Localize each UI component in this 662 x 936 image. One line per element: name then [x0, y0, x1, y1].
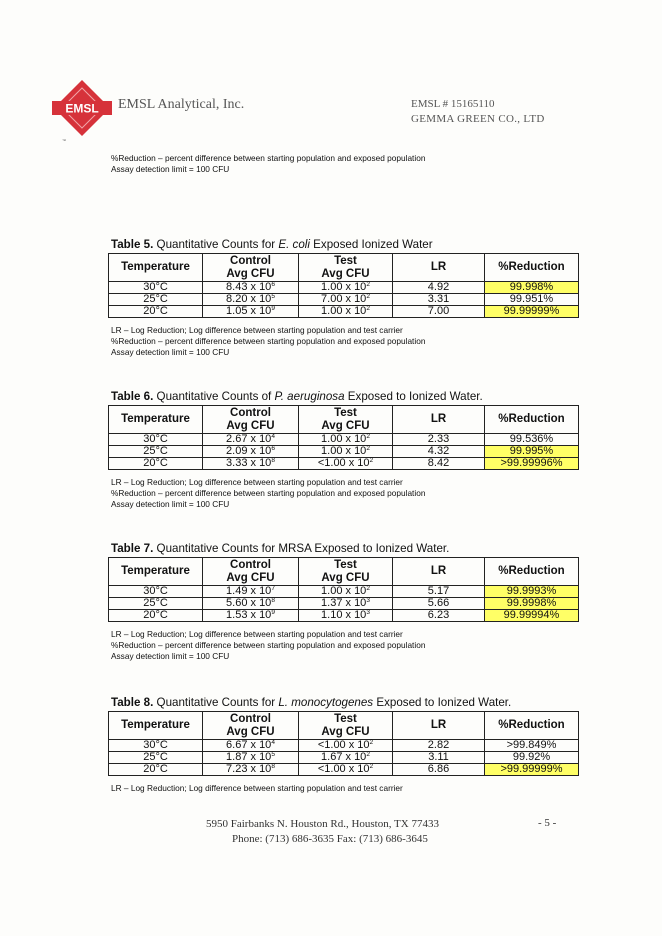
- cell-control-mantissa: 1.49 x 10: [226, 585, 272, 597]
- table-title-text: Quantitative Counts for: [156, 238, 276, 251]
- table-row: [109, 306, 579, 318]
- cell-test-mantissa: <1.00 x 10: [317, 457, 370, 469]
- cell-control-mantissa: 2.09 x 10: [226, 445, 272, 457]
- cell-test: [299, 306, 393, 318]
- cell-lr: 3.31: [393, 294, 485, 306]
- cell-test: [299, 764, 393, 776]
- cell-test-mantissa: 7.00 x 10: [321, 293, 367, 305]
- table-header-row: [109, 406, 579, 434]
- cell-test-exponent: 2: [366, 751, 370, 758]
- cell-control-exponent: 5: [271, 751, 275, 758]
- cell-control-mantissa: 1.05 x 10: [226, 305, 272, 317]
- cell-control: [203, 434, 299, 446]
- footer-phone: Phone: (713) 686-3635 Fax: (713) 686-3645: [232, 833, 428, 845]
- table-row: [109, 598, 579, 610]
- table-header-row: [109, 558, 579, 586]
- cell-lr: 4.32: [393, 446, 485, 458]
- company-name: EMSL Analytical, Inc.: [118, 97, 245, 112]
- cell-control-mantissa: 1.87 x 10: [226, 751, 272, 763]
- header-test-line2: Avg CFU: [321, 725, 370, 738]
- table-header-row: [109, 254, 579, 282]
- table-row: [109, 434, 579, 446]
- client-name: GEMMA GREEN CO., LTD: [411, 113, 545, 125]
- cell-test-exponent: 2: [366, 433, 370, 440]
- header-temperature: Temperature: [109, 254, 203, 282]
- header-test: [299, 558, 393, 586]
- cell-control-exponent: 7: [271, 585, 275, 592]
- header-control-line1: Control: [230, 406, 271, 419]
- table-row: [109, 282, 579, 294]
- table-row: [109, 294, 579, 306]
- emsl-reference-number: EMSL # 15165110: [411, 98, 495, 110]
- results-table: [108, 557, 579, 622]
- cell-lr: 6.86: [393, 764, 485, 776]
- cell-test-mantissa: 1.00 x 10: [321, 305, 367, 317]
- note-line: Assay detection limit = 100 CFU: [111, 347, 230, 357]
- cell-control-mantissa: 8.43 x 10: [226, 281, 272, 293]
- table-row: [109, 586, 579, 598]
- cell-test-exponent: 2: [366, 585, 370, 592]
- table-title-suffix: Exposed to Ionized Water.: [347, 390, 483, 403]
- results-table: [108, 405, 579, 470]
- cell-reduction: >99.99999%: [485, 764, 579, 776]
- cell-control-exponent: 8: [271, 763, 275, 770]
- note-line: Assay detection limit = 100 CFU: [111, 651, 230, 661]
- header-test: [299, 406, 393, 434]
- cell-control-exponent: 9: [271, 609, 275, 616]
- cell-control-mantissa: 2.67 x 10: [226, 433, 272, 445]
- cell-temperature: 20°C: [109, 306, 203, 318]
- table-title-organism: L. monocytogenes: [278, 696, 374, 709]
- table-notes: [111, 477, 425, 510]
- table-title-text: Quantitative Counts for: [156, 696, 276, 709]
- cell-control: [203, 610, 299, 622]
- footer-address: 5950 Fairbanks N. Houston Rd., Houston, TX 77433: [206, 818, 439, 830]
- cell-test-exponent: 2: [369, 763, 374, 770]
- cell-control-exponent: 4: [271, 433, 275, 440]
- cell-temperature: 20°C: [109, 458, 203, 470]
- cell-control-exponent: 8: [271, 597, 275, 604]
- header-test-line1: Test: [334, 712, 357, 725]
- table-title-organism: E. coli: [278, 238, 310, 251]
- cell-reduction: 99.9998%: [485, 598, 579, 610]
- cell-test-mantissa: 1.37 x 10: [321, 597, 367, 609]
- note-line: LR – Log Reduction; Log difference between starting population and test carrier: [111, 477, 403, 487]
- cell-lr: 3.11: [393, 752, 485, 764]
- header-lr: LR: [393, 406, 485, 434]
- cell-test: [299, 446, 393, 458]
- header-temperature: Temperature: [109, 406, 203, 434]
- cell-test: [299, 434, 393, 446]
- cell-temperature: 25°C: [109, 752, 203, 764]
- cell-control: [203, 294, 299, 306]
- top-notes: [111, 153, 425, 175]
- table-row: [109, 610, 579, 622]
- cell-test-exponent: 2: [366, 445, 370, 452]
- header-test: [299, 254, 393, 282]
- note-line: Assay detection limit = 100 CFU: [111, 164, 230, 174]
- cell-test-mantissa: 1.00 x 10: [321, 433, 367, 445]
- cell-reduction: 99.951%: [485, 294, 579, 306]
- cell-lr: 7.00: [393, 306, 485, 318]
- note-line: LR – Log Reduction; Log difference between starting population and test carrier: [111, 783, 403, 793]
- page-number: - 5 -: [538, 817, 557, 829]
- cell-test-mantissa: <1.00 x 10: [317, 739, 370, 751]
- cell-test-mantissa: 1.00 x 10: [321, 281, 367, 293]
- table-header-row: [109, 712, 579, 740]
- cell-temperature: 30°C: [109, 740, 203, 752]
- header-test-line1: Test: [334, 406, 357, 419]
- note-line: %Reduction – percent difference between starting population and exposed population: [111, 336, 426, 346]
- note-line: %Reduction – percent difference between starting population and exposed population: [111, 153, 426, 163]
- cell-control-mantissa: 7.23 x 10: [226, 763, 272, 775]
- header-control: [203, 254, 299, 282]
- cell-control-mantissa: 6.67 x 10: [226, 739, 272, 751]
- cell-control-exponent: 5: [271, 293, 275, 300]
- table-title-organism: P. aeruginosa: [274, 390, 345, 403]
- cell-temperature: 20°C: [109, 764, 203, 776]
- cell-temperature: 25°C: [109, 446, 203, 458]
- cell-test-mantissa: 1.67 x 10: [321, 751, 367, 763]
- cell-control-exponent: 6: [271, 281, 275, 288]
- cell-temperature: 30°C: [109, 282, 203, 294]
- cell-test-exponent: 3: [366, 609, 370, 616]
- header-test-line1: Test: [334, 254, 357, 267]
- cell-temperature: 30°C: [109, 434, 203, 446]
- results-table: [108, 711, 579, 776]
- table-label: Table 6.: [111, 390, 154, 403]
- cell-reduction: >99.99996%: [485, 458, 579, 470]
- cell-test-exponent: 2: [369, 457, 374, 464]
- emsl-logo: [52, 78, 112, 144]
- cell-test-exponent: 2: [366, 293, 370, 300]
- table-title: [111, 542, 449, 555]
- table-notes: [111, 325, 425, 358]
- cell-test: [299, 598, 393, 610]
- table-row: [109, 752, 579, 764]
- cell-lr: 2.33: [393, 434, 485, 446]
- cell-reduction: 99.998%: [485, 282, 579, 294]
- header-lr: LR: [393, 254, 485, 282]
- table-row: [109, 458, 579, 470]
- table-label: Table 7.: [111, 542, 154, 555]
- cell-reduction: 99.536%: [485, 434, 579, 446]
- table-title: [111, 696, 511, 709]
- cell-lr: 5.66: [393, 598, 485, 610]
- cell-temperature: 30°C: [109, 586, 203, 598]
- table-row: [109, 446, 579, 458]
- note-line: Assay detection limit = 100 CFU: [111, 499, 230, 509]
- cell-control: [203, 282, 299, 294]
- cell-test-mantissa: 1.10 x 10: [321, 609, 367, 621]
- logo-text: EMSL: [65, 101, 99, 116]
- header-control-line2: Avg CFU: [226, 725, 275, 738]
- note-line: %Reduction – percent difference between starting population and exposed population: [111, 488, 426, 498]
- cell-reduction: 99.92%: [485, 752, 579, 764]
- cell-test-mantissa: 1.00 x 10: [321, 445, 367, 457]
- table-title-text: Quantitative Counts of: [156, 390, 272, 403]
- header-reduction: %Reduction: [485, 254, 579, 282]
- cell-temperature: 25°C: [109, 598, 203, 610]
- header-test-line1: Test: [334, 558, 357, 571]
- cell-control: [203, 598, 299, 610]
- table-title: [111, 238, 433, 251]
- header-control: [203, 406, 299, 434]
- cell-control: [203, 306, 299, 318]
- cell-test-exponent: 2: [369, 739, 374, 746]
- table-row: [109, 740, 579, 752]
- cell-control-exponent: 8: [271, 457, 275, 464]
- cell-test-exponent: 3: [366, 597, 370, 604]
- cell-test-mantissa: 1.00 x 10: [321, 585, 367, 597]
- header-temperature: Temperature: [109, 558, 203, 586]
- header-test-line2: Avg CFU: [321, 419, 370, 432]
- note-line: %Reduction – percent difference between starting population and exposed population: [111, 640, 426, 650]
- table-title-text: Quantitative Counts for MRSA Exposed to Ionized Water.: [156, 542, 450, 555]
- header-reduction: %Reduction: [485, 406, 579, 434]
- cell-lr: 2.82: [393, 740, 485, 752]
- table-label: Table 8.: [111, 696, 154, 709]
- cell-test: [299, 610, 393, 622]
- cell-control-mantissa: 3.33 x 10: [226, 457, 272, 469]
- header-reduction: %Reduction: [485, 558, 579, 586]
- cell-control: [203, 740, 299, 752]
- note-line: LR – Log Reduction; Log difference between starting population and test carrier: [111, 629, 403, 639]
- header-control-line1: Control: [230, 254, 271, 267]
- header-lr: LR: [393, 712, 485, 740]
- cell-test-exponent: 2: [366, 281, 370, 288]
- table-notes: [111, 629, 425, 662]
- header-control-line2: Avg CFU: [226, 419, 275, 432]
- cell-test: [299, 740, 393, 752]
- cell-lr: 4.92: [393, 282, 485, 294]
- cell-control-exponent: 4: [271, 739, 275, 746]
- cell-test: [299, 282, 393, 294]
- results-table: [108, 253, 579, 318]
- header-test-line2: Avg CFU: [321, 571, 370, 584]
- header-temperature: Temperature: [109, 712, 203, 740]
- cell-test: [299, 458, 393, 470]
- table-title-suffix: Exposed Ionized Water: [313, 238, 433, 251]
- header-control-line1: Control: [230, 558, 271, 571]
- cell-lr: 8.42: [393, 458, 485, 470]
- cell-control-mantissa: 1.53 x 10: [226, 609, 272, 621]
- cell-control: [203, 446, 299, 458]
- cell-control: [203, 764, 299, 776]
- table-label: Table 5.: [111, 238, 154, 251]
- svg-text:™: ™: [62, 138, 66, 143]
- header-control-line2: Avg CFU: [226, 571, 275, 584]
- cell-test-exponent: 2: [366, 305, 370, 312]
- cell-control: [203, 752, 299, 764]
- table-notes: [111, 783, 403, 794]
- header-control: [203, 558, 299, 586]
- note-line: LR – Log Reduction; Log difference between starting population and test carrier: [111, 325, 403, 335]
- cell-control-exponent: 6: [271, 445, 275, 452]
- cell-reduction: 99.9993%: [485, 586, 579, 598]
- cell-lr: 6.23: [393, 610, 485, 622]
- cell-reduction: 99.99999%: [485, 306, 579, 318]
- cell-control: [203, 586, 299, 598]
- cell-control-exponent: 9: [271, 305, 275, 312]
- header-control: [203, 712, 299, 740]
- header-reduction: %Reduction: [485, 712, 579, 740]
- table-title: [111, 390, 483, 403]
- cell-reduction: >99.849%: [485, 740, 579, 752]
- cell-control-mantissa: 5.60 x 10: [226, 597, 272, 609]
- cell-lr: 5.17: [393, 586, 485, 598]
- cell-temperature: 25°C: [109, 294, 203, 306]
- header-test-line2: Avg CFU: [321, 267, 370, 280]
- table-row: [109, 764, 579, 776]
- cell-control: [203, 458, 299, 470]
- cell-reduction: 99.99994%: [485, 610, 579, 622]
- cell-test: [299, 294, 393, 306]
- cell-test: [299, 586, 393, 598]
- cell-reduction: 99.995%: [485, 446, 579, 458]
- header-lr: LR: [393, 558, 485, 586]
- header-control-line2: Avg CFU: [226, 267, 275, 280]
- table-title-suffix: Exposed to Ionized Water.: [376, 696, 512, 709]
- header-control-line1: Control: [230, 712, 271, 725]
- cell-temperature: 20°C: [109, 610, 203, 622]
- header-test: [299, 712, 393, 740]
- cell-control-mantissa: 8.20 x 10: [226, 293, 272, 305]
- cell-test: [299, 752, 393, 764]
- cell-test-mantissa: <1.00 x 10: [317, 763, 370, 775]
